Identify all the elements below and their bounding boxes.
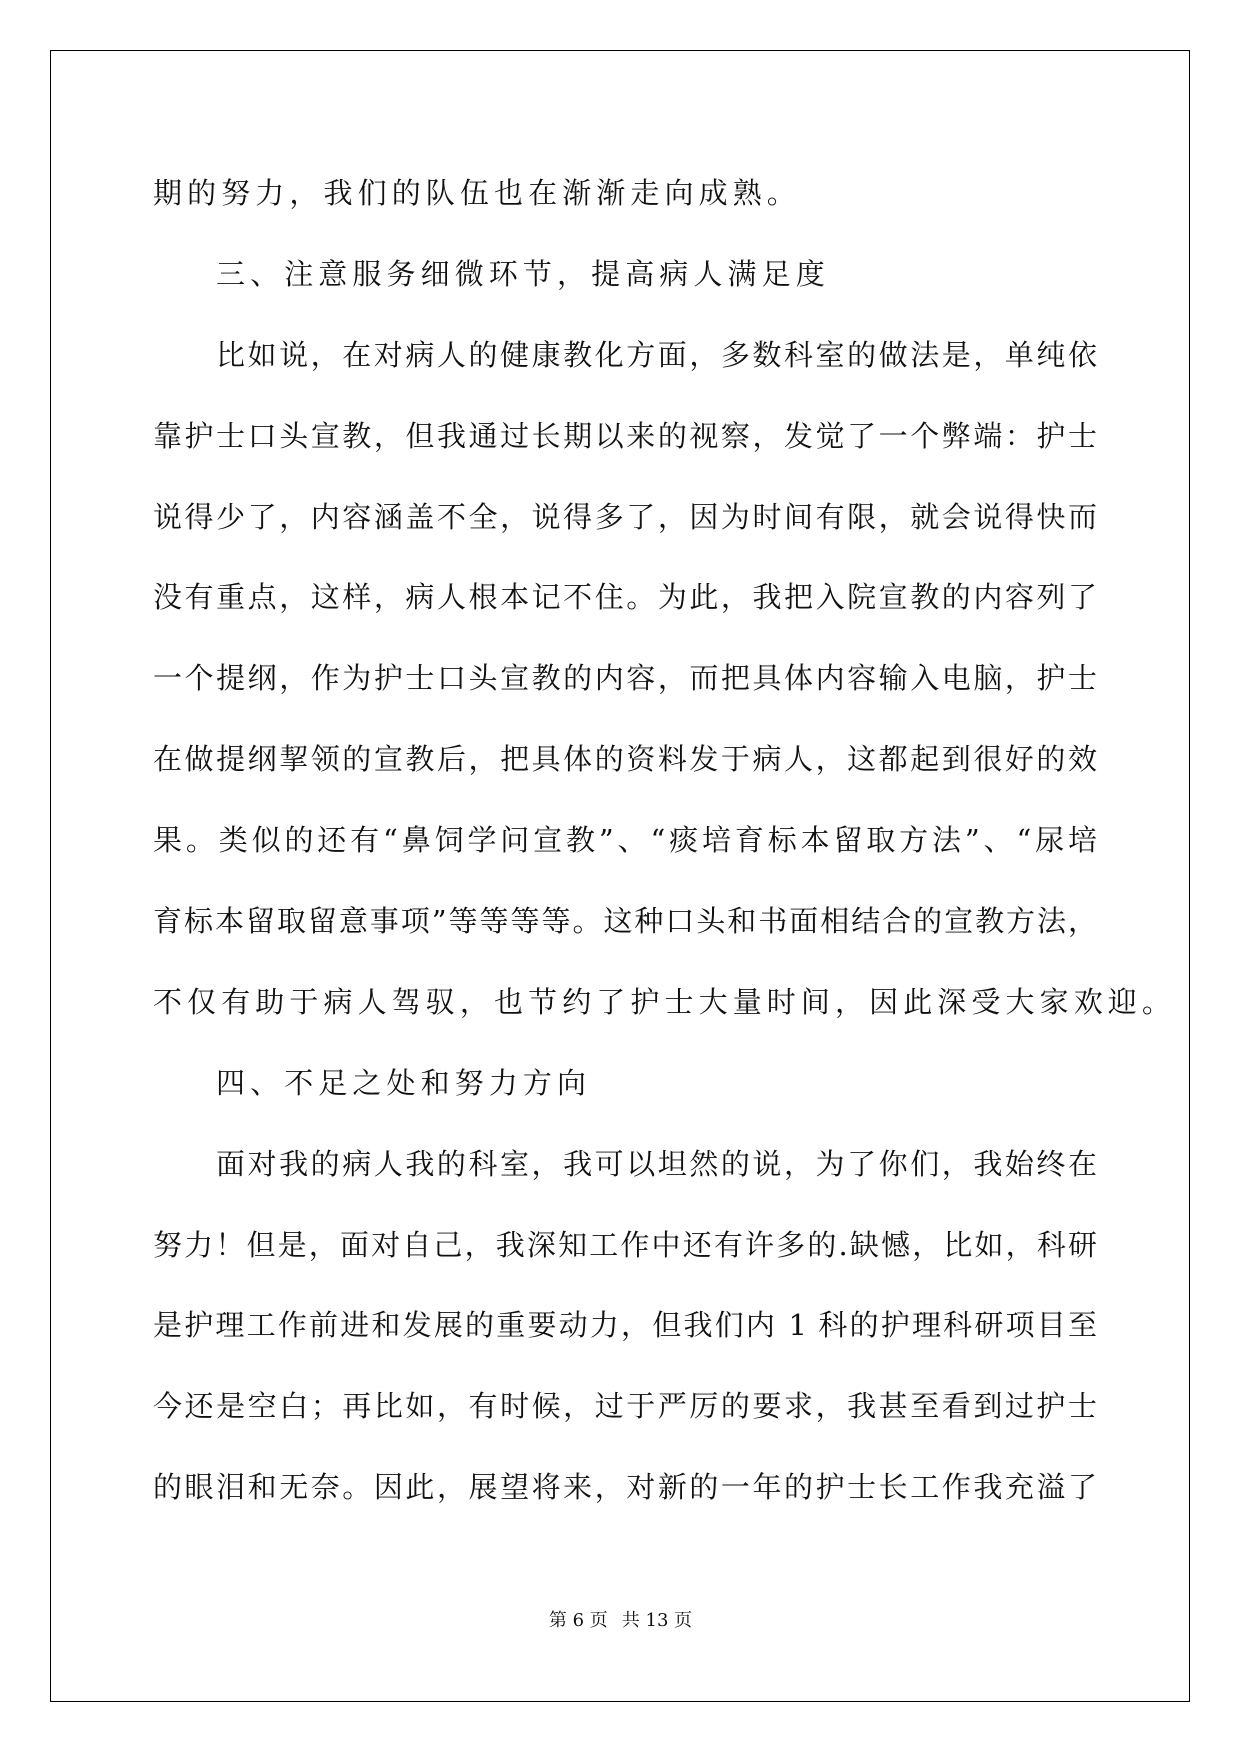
paragraph-line: 面对我的病人我的科室，我可以坦然的说，为了你们，我始终在 xyxy=(216,1146,1097,1181)
paragraph-line: 靠护士口头宣教，但我通过长期以来的视察，发觉了一个弊端：护士 xyxy=(153,418,1097,453)
paragraph-line: 是护理工作前进和发展的重要动力，但我们内 1 科的护理科研项目至 xyxy=(153,1308,1097,1343)
paragraph-line: 说得少了，内容涵盖不全，说得多了，因为时间有限，就会说得快而 xyxy=(153,499,1097,534)
document-body xyxy=(153,153,1177,1528)
page-total: 共 13 页 xyxy=(621,1610,693,1631)
paragraph-line: 没有重点，这样，病人根本记不住。为此，我把入院宣教的内容列了 xyxy=(153,580,1097,615)
paragraph-line: 在做提纲挈领的宣教后，把具体的资料发于病人，这都起到很好的效 xyxy=(153,742,1097,777)
paragraph-line: 期的努力，我们的队伍也在渐渐走向成熟。 xyxy=(153,176,801,210)
section-heading: 三、注意服务细微环节，提高病人满足度 xyxy=(216,256,830,291)
page-number: 第 6 页 xyxy=(548,1610,608,1631)
paragraph-line: 一个提纲，作为护士口头宣教的内容，而把具体内容输入电脑，护士 xyxy=(153,661,1097,696)
paragraph-line: 育标本留取留意事项”等等等等。这种口头和书面相结合的宣教方法， xyxy=(153,904,1097,939)
paragraph-line: 努力！但是，面对自己，我深知工作中还有许多的.缺憾，比如，科研 xyxy=(153,1227,1097,1262)
paragraph-line: 比如说，在对病人的健康教化方面，多数科室的做法是，单纯依 xyxy=(216,337,1097,372)
paragraph-line: 不仅有助于病人驾驭，也节约了护士大量时间，因此深受大家欢迎。 xyxy=(153,984,1177,1019)
paragraph-line: 果。类似的还有“鼻饲学问宣教”、“痰培育标本留取方法”、“尿培 xyxy=(153,823,1097,858)
section-heading: 四、不足之处和努力方向 xyxy=(216,1065,592,1100)
paragraph-line: 的眼泪和无奈。因此，展望将来，对新的一年的护士长工作我充溢了 xyxy=(153,1470,1097,1505)
page-footer xyxy=(0,1606,1241,1632)
paragraph-line: 今还是空白；再比如，有时候，过于严厉的要求，我甚至看到过护士 xyxy=(153,1389,1097,1424)
